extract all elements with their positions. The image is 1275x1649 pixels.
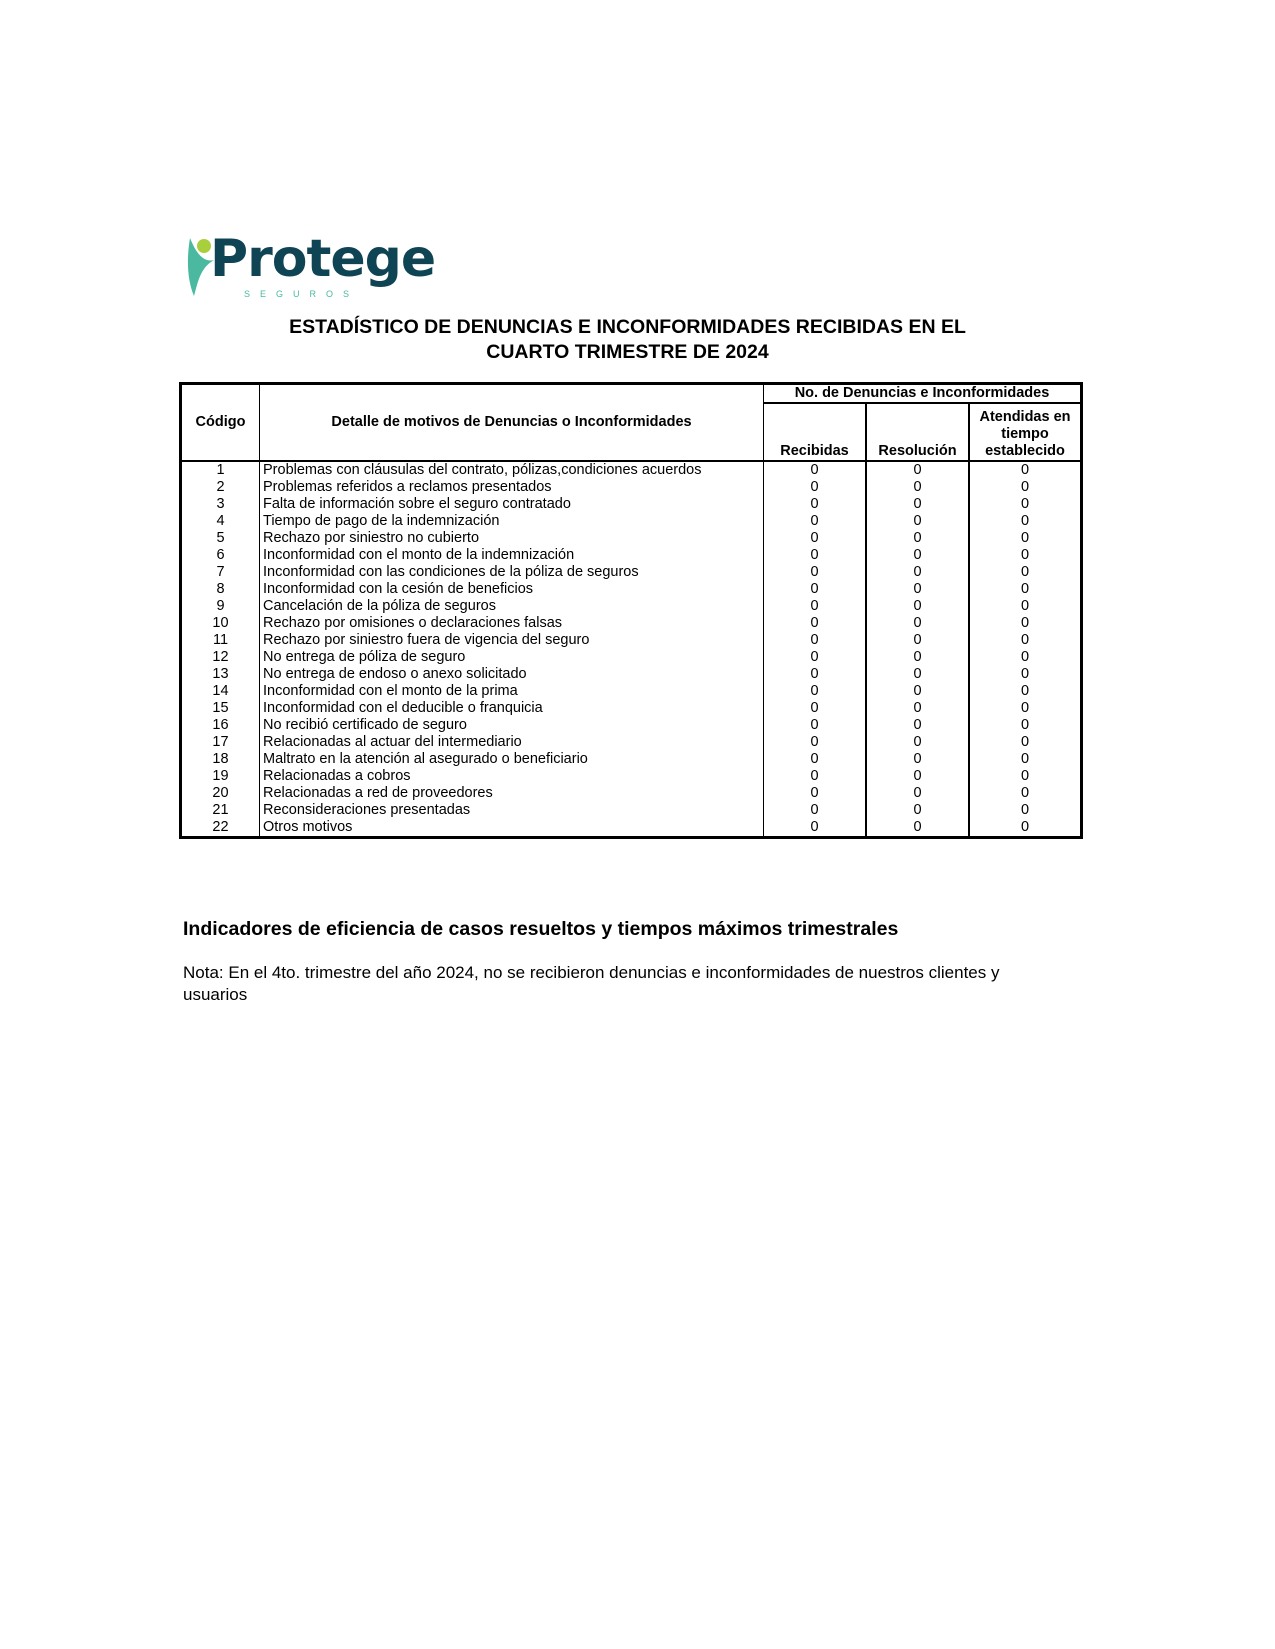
- table-row: [181, 717, 1082, 734]
- cell-resolution: 0: [866, 479, 969, 496]
- title-line-2: CUARTO TRIMESTRE DE 2024: [486, 341, 769, 363]
- cell-on-time: 0: [1020, 547, 1030, 563]
- cell-received: 0: [764, 768, 867, 785]
- cell-on-time: 0: [1020, 649, 1030, 665]
- cell-resolution: 0: [866, 700, 969, 717]
- cell-code: 9: [181, 598, 260, 615]
- title-line-1: ESTADÍSTICO DE DENUNCIAS E INCONFORMIDADES RECIBIDAS EN EL: [289, 316, 966, 338]
- table-row: [181, 802, 1082, 819]
- cell-detail: Inconformidad con las condiciones de la póliza de seguros: [260, 564, 764, 581]
- cell-code: 13: [181, 666, 260, 683]
- cell-received: 0: [764, 547, 867, 564]
- table-row: [181, 751, 1082, 768]
- cell-detail: Inconformidad con la cesión de beneficios: [260, 581, 764, 598]
- cell-on-time: 0: [1020, 768, 1030, 784]
- cell-on-time: 0: [1020, 462, 1030, 478]
- cell-code: 6: [181, 547, 260, 564]
- cell-code: 10: [181, 615, 260, 632]
- logo-subtitle: SEGUROS: [244, 289, 360, 299]
- cell-resolution: 0: [866, 513, 969, 530]
- cell-detail: No entrega de póliza de seguro: [260, 649, 764, 666]
- table-row: [181, 615, 1082, 632]
- table-row: [181, 734, 1082, 751]
- table-row: [181, 564, 1082, 581]
- header-code: Código: [181, 384, 260, 462]
- header-received: Recibidas: [764, 403, 867, 461]
- cell-detail: Problemas referidos a reclamos presentados: [260, 479, 764, 496]
- cell-resolution: 0: [866, 461, 969, 479]
- logo-wordmark: Protege: [210, 229, 436, 289]
- table-row: [181, 513, 1082, 530]
- cell-detail: Otros motivos: [260, 819, 764, 838]
- cell-received: 0: [764, 598, 867, 615]
- cell-resolution: 0: [866, 547, 969, 564]
- table-row: [181, 666, 1082, 683]
- header-detail: Detalle de motivos de Denuncias o Inconformidades: [260, 384, 764, 462]
- cell-code: 20: [181, 785, 260, 802]
- cell-detail: Rechazo por omisiones o declaraciones falsas: [260, 615, 764, 632]
- table-row: [181, 530, 1082, 547]
- cell-on-time: 0: [1020, 530, 1030, 546]
- table-row: [181, 683, 1082, 700]
- cell-code: 18: [181, 751, 260, 768]
- cell-resolution: 0: [866, 751, 969, 768]
- cell-received: 0: [764, 666, 867, 683]
- header-on-time: Atendidas en tiempo establecido: [969, 403, 1082, 461]
- cell-code: 7: [181, 564, 260, 581]
- cell-on-time: 0: [1020, 598, 1030, 614]
- cell-on-time: 0: [1020, 717, 1030, 733]
- cell-resolution: 0: [866, 581, 969, 598]
- table-row: [181, 649, 1082, 666]
- table-row: [181, 461, 1082, 479]
- cell-received: 0: [764, 802, 867, 819]
- cell-on-time: 0: [1020, 615, 1030, 631]
- cell-resolution: 0: [866, 598, 969, 615]
- cell-resolution: 0: [866, 496, 969, 513]
- cell-on-time: 0: [1020, 581, 1030, 597]
- cell-detail: Tiempo de pago de la indemnización: [260, 513, 764, 530]
- cell-on-time: 0: [1020, 819, 1030, 835]
- cell-code: 8: [181, 581, 260, 598]
- cell-resolution: 0: [866, 683, 969, 700]
- cell-detail: Cancelación de la póliza de seguros: [260, 598, 764, 615]
- page-title: [180, 315, 1075, 365]
- cell-code: 11: [181, 632, 260, 649]
- cell-received: 0: [764, 581, 867, 598]
- cell-on-time: 0: [1020, 785, 1030, 801]
- table-row: [181, 581, 1082, 598]
- cell-resolution: 0: [866, 768, 969, 785]
- cell-on-time: 0: [1020, 513, 1030, 529]
- cell-resolution: 0: [866, 819, 969, 838]
- cell-received: 0: [764, 819, 867, 838]
- indicators-note: Nota: En el 4to. trimestre del año 2024, no se recibieron denuncias e inconformidades de nuestros clientes y usuarios: [183, 963, 1000, 1004]
- complaints-table: [179, 382, 1083, 839]
- cell-code: 2: [181, 479, 260, 496]
- cell-code: 14: [181, 683, 260, 700]
- cell-received: 0: [764, 717, 867, 734]
- cell-detail: Falta de información sobre el seguro contratado: [260, 496, 764, 513]
- cell-code: 16: [181, 717, 260, 734]
- indicators-heading: Indicadores de eficiencia de casos resueltos y tiempos máximos trimestrales: [183, 918, 899, 940]
- table-row: [181, 479, 1082, 496]
- cell-detail: No recibió certificado de seguro: [260, 717, 764, 734]
- table-row: [181, 785, 1082, 802]
- cell-on-time: 0: [1020, 666, 1030, 682]
- table-row: [181, 547, 1082, 564]
- cell-code: 3: [181, 496, 260, 513]
- cell-resolution: 0: [866, 785, 969, 802]
- cell-on-time: 0: [1020, 700, 1030, 716]
- cell-detail: Reconsideraciones presentadas: [260, 802, 764, 819]
- cell-received: 0: [764, 632, 867, 649]
- cell-received: 0: [764, 615, 867, 632]
- cell-received: 0: [764, 496, 867, 513]
- cell-detail: Inconformidad con el monto de la prima: [260, 683, 764, 700]
- cell-detail: Rechazo por siniestro no cubierto: [260, 530, 764, 547]
- cell-received: 0: [764, 461, 867, 479]
- cell-code: 21: [181, 802, 260, 819]
- cell-code: 1: [181, 461, 260, 479]
- cell-received: 0: [764, 513, 867, 530]
- cell-on-time: 0: [1020, 683, 1030, 699]
- cell-on-time: 0: [1020, 734, 1030, 750]
- cell-code: 4: [181, 513, 260, 530]
- cell-code: 12: [181, 649, 260, 666]
- cell-detail: Inconformidad con el deducible o franquicia: [260, 700, 764, 717]
- table-row: [181, 819, 1082, 838]
- cell-received: 0: [764, 751, 867, 768]
- cell-received: 0: [764, 530, 867, 547]
- table-row: [181, 632, 1082, 649]
- cell-detail: No entrega de endoso o anexo solicitado: [260, 666, 764, 683]
- table-row: [181, 496, 1082, 513]
- cell-resolution: 0: [866, 615, 969, 632]
- cell-received: 0: [764, 564, 867, 581]
- cell-resolution: 0: [866, 649, 969, 666]
- cell-detail: Maltrato en la atención al asegurado o beneficiario: [260, 751, 764, 768]
- cell-resolution: 0: [866, 802, 969, 819]
- cell-detail: Rechazo por siniestro fuera de vigencia del seguro: [260, 632, 764, 649]
- cell-resolution: 0: [866, 734, 969, 751]
- cell-resolution: 0: [866, 717, 969, 734]
- cell-resolution: 0: [866, 530, 969, 547]
- cell-code: 19: [181, 768, 260, 785]
- cell-received: 0: [764, 683, 867, 700]
- cell-received: 0: [764, 734, 867, 751]
- table-row: [181, 700, 1082, 717]
- cell-detail: Relacionadas a cobros: [260, 768, 764, 785]
- cell-code: 17: [181, 734, 260, 751]
- cell-resolution: 0: [866, 564, 969, 581]
- cell-code: 15: [181, 700, 260, 717]
- cell-detail: Relacionadas a red de proveedores: [260, 785, 764, 802]
- cell-on-time: 0: [1020, 802, 1030, 818]
- cell-received: 0: [764, 700, 867, 717]
- cell-code: 22: [181, 819, 260, 838]
- cell-code: 5: [181, 530, 260, 547]
- cell-resolution: 0: [866, 632, 969, 649]
- cell-detail: Inconformidad con el monto de la indemnización: [260, 547, 764, 564]
- cell-on-time: 0: [1020, 751, 1030, 767]
- table-row: [181, 768, 1082, 785]
- cell-resolution: 0: [866, 666, 969, 683]
- table-row: [181, 598, 1082, 615]
- protege-logo: [184, 229, 436, 304]
- cell-on-time: 0: [1020, 632, 1030, 648]
- header-resolution: Resolución: [866, 403, 969, 461]
- cell-on-time: 0: [1020, 496, 1030, 512]
- cell-on-time: 0: [1020, 479, 1030, 495]
- cell-detail: Problemas con cláusulas del contrato, pólizas,condiciones acuerdos: [260, 461, 764, 479]
- cell-received: 0: [764, 479, 867, 496]
- cell-on-time: 0: [1020, 564, 1030, 580]
- header-group: No. de Denuncias e Inconformidades: [764, 384, 1082, 404]
- cell-detail: Relacionadas al actuar del intermediario: [260, 734, 764, 751]
- cell-received: 0: [764, 649, 867, 666]
- cell-received: 0: [764, 785, 867, 802]
